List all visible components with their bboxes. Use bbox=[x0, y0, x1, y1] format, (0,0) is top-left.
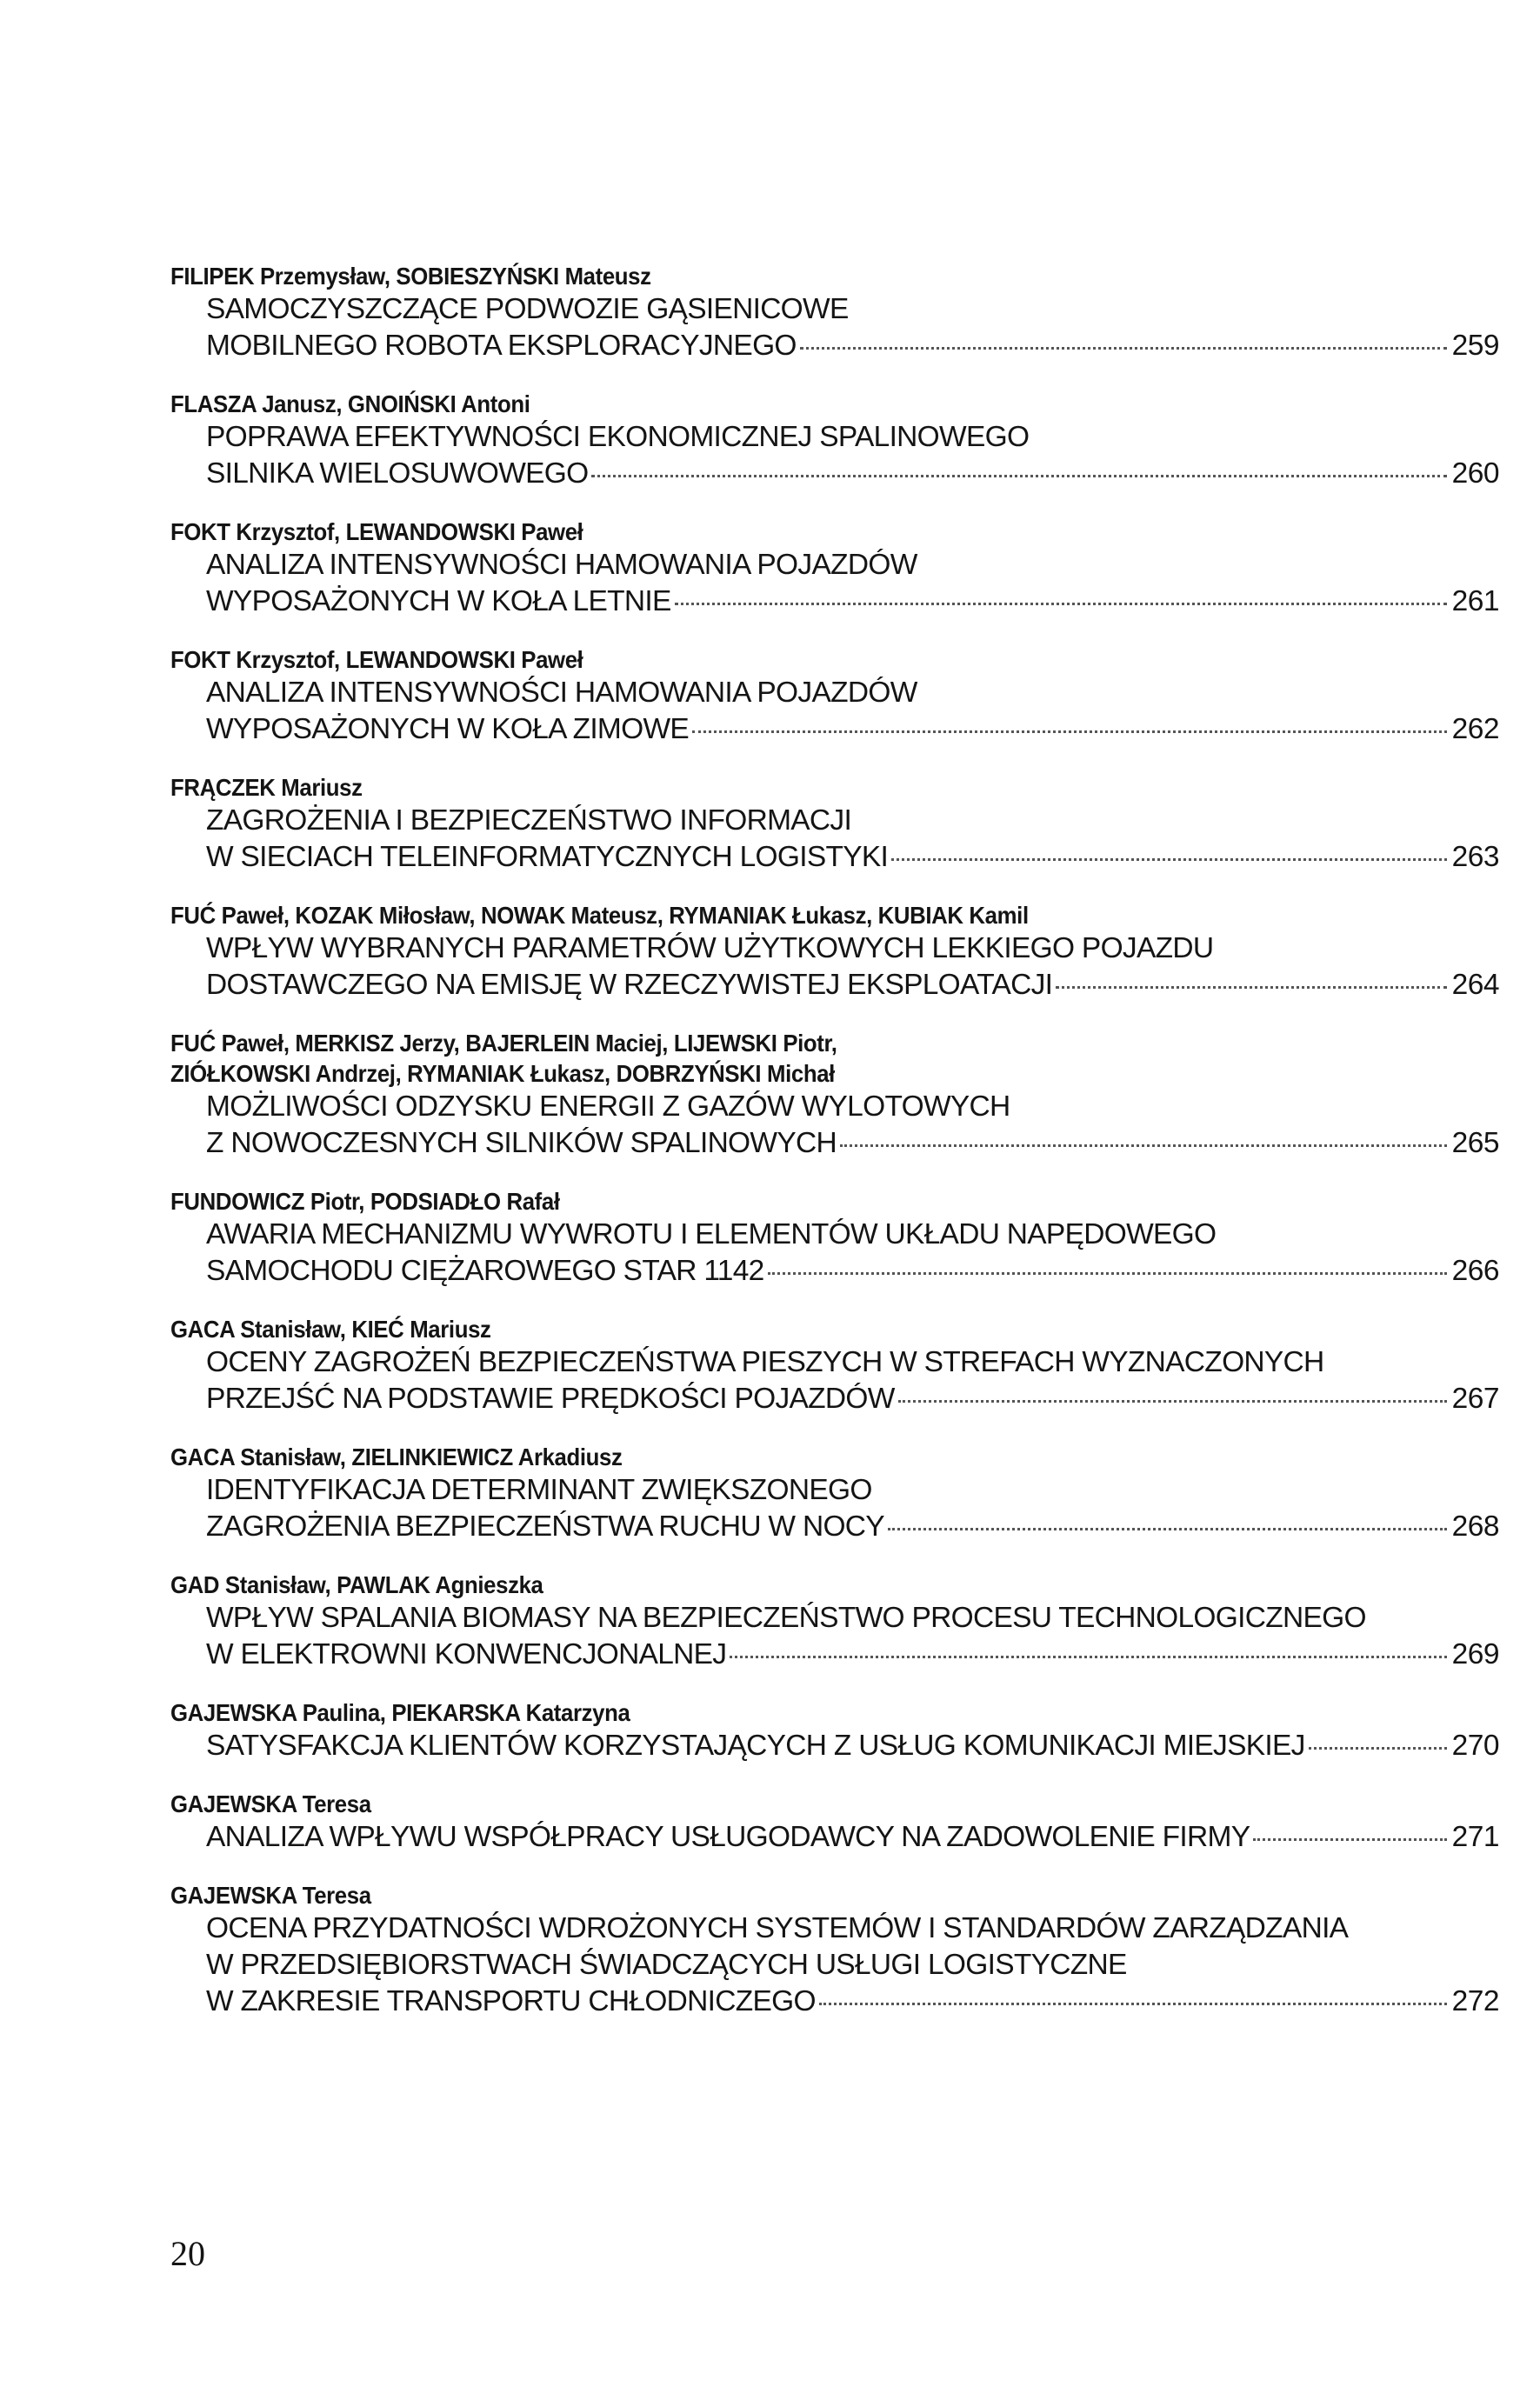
dot-leader bbox=[675, 603, 1447, 605]
entry-title-text: ANALIZA INTENSYWNOŚCI HAMOWANIA POJAZDÓW bbox=[206, 549, 917, 581]
entry-authors: GACA Stanisław, ZIELINKIEWICZ Arkadiusz bbox=[170, 1444, 623, 1470]
entry-title-text: ANALIZA INTENSYWNOŚCI HAMOWANIA POJAZDÓW bbox=[206, 677, 917, 709]
toc-entry bbox=[170, 389, 1499, 492]
entry-title-line bbox=[170, 419, 1499, 456]
dot-leader bbox=[1253, 1838, 1446, 1841]
entry-title-line bbox=[170, 328, 1499, 364]
entry-page-number: 268 bbox=[1451, 1510, 1499, 1543]
page-number: 20 bbox=[170, 2234, 205, 2273]
toc-entry bbox=[170, 644, 1499, 748]
entry-authors: FOKT Krzysztof, LEWANDOWSKI Paweł bbox=[170, 518, 583, 545]
entry-title-line bbox=[170, 291, 1499, 328]
entry-page-number: 263 bbox=[1451, 841, 1499, 873]
entry-title-text: WPŁYW WYBRANYCH PARAMETRÓW UŻYTKOWYCH LEKKIEGO POJAZDU bbox=[206, 932, 1214, 964]
toc-entry bbox=[170, 1570, 1499, 1673]
toc-entry bbox=[170, 772, 1499, 876]
entry-title-line bbox=[170, 930, 1499, 967]
entry-title-line bbox=[170, 1984, 1499, 2020]
entry-page-number: 264 bbox=[1451, 969, 1499, 1001]
entry-title-line bbox=[170, 1637, 1499, 1673]
toc-entry bbox=[170, 261, 1499, 364]
dot-leader bbox=[891, 858, 1446, 861]
entry-page-number: 260 bbox=[1451, 457, 1499, 490]
entry-title-text: ZAGROŻENIA I BEZPIECZEŃSTWO INFORMACJI bbox=[206, 804, 852, 837]
entry-page-number: 270 bbox=[1451, 1730, 1499, 1762]
dot-leader bbox=[768, 1272, 1447, 1275]
entry-title-text: WPŁYW SPALANIA BIOMASY NA BEZPIECZEŃSTWO PROCESU TECHNOLOGICZNEGO bbox=[206, 1602, 1366, 1634]
entry-title-text: WYPOSAŻONYCH W KOŁA ZIMOWE bbox=[206, 713, 690, 745]
entry-title-line bbox=[170, 1217, 1499, 1253]
toc-entry bbox=[170, 1442, 1499, 1545]
table-of-contents bbox=[170, 261, 1499, 2044]
entry-page-number: 267 bbox=[1451, 1383, 1499, 1415]
entry-authors: GAJEWSKA Teresa bbox=[170, 1882, 371, 1909]
dot-leader bbox=[819, 2003, 1447, 2005]
toc-entry bbox=[170, 1697, 1499, 1764]
entry-authors: FOKT Krzysztof, LEWANDOWSKI Paweł bbox=[170, 646, 583, 673]
entry-title-line bbox=[170, 1472, 1499, 1509]
entry-title-text: ZAGROŻENIA BEZPIECZEŃSTWA RUCHU W NOCY bbox=[206, 1510, 884, 1543]
entry-title-line bbox=[170, 1819, 1499, 1856]
entry-title-text: SILNIKA WIELOSUWOWEGO bbox=[206, 457, 589, 490]
entry-title-line bbox=[170, 803, 1499, 839]
entry-authors: FUĆ Paweł, KOZAK Miłosław, NOWAK Mateusz, RYMANIAK Łukasz, KUBIAK Kamil bbox=[170, 902, 1029, 929]
entry-title-text: IDENTYFIKACJA DETERMINANT ZWIĘKSZONEGO bbox=[206, 1474, 872, 1506]
toc-entry bbox=[170, 1880, 1499, 2020]
entry-authors: FUNDOWICZ Piotr, PODSIADŁO Rafał bbox=[170, 1188, 560, 1215]
toc-entry bbox=[170, 1789, 1499, 1856]
entry-authors: FILIPEK Przemysław, SOBIESZYŃSKI Mateusz bbox=[170, 263, 651, 290]
entry-title-text: SAMOCZYSZCZĄCE PODWOZIE GĄSIENICOWE bbox=[206, 293, 849, 325]
dot-leader bbox=[730, 1656, 1446, 1658]
entry-title-text: W PRZEDSIĘBIORSTWACH ŚWIADCZĄCYCH USŁUGI LOGISTYCZNE bbox=[206, 1949, 1127, 1981]
entry-title-text: W SIECIACH TELEINFORMATYCZNYCH LOGISTYKI bbox=[206, 841, 889, 873]
entry-authors: FRĄCZEK Mariusz bbox=[170, 774, 363, 801]
entry-title-line bbox=[170, 1089, 1499, 1125]
entry-title-text: WYPOSAŻONYCH W KOŁA LETNIE bbox=[206, 585, 671, 617]
entry-page-number: 259 bbox=[1451, 330, 1499, 362]
entry-title-text: OCENA PRZYDATNOŚCI WDROŻONYCH SYSTEMÓW I STANDARDÓW ZARZĄDZANIA bbox=[206, 1912, 1349, 1944]
entry-authors: GAJEWSKA Paulina, PIEKARSKA Katarzyna bbox=[170, 1699, 630, 1726]
entry-title-line bbox=[170, 1344, 1499, 1381]
entry-title-text: ANALIZA WPŁYWU WSPÓŁPRACY USŁUGODAWCY NA ZADOWOLENIE FIRMY bbox=[206, 1821, 1250, 1853]
dot-leader bbox=[888, 1528, 1447, 1530]
entry-title-text: OCENY ZAGROŻEŃ BEZPIECZEŃSTWA PIESZYCH W STREFACH WYZNACZONYCH bbox=[206, 1346, 1324, 1378]
entry-title-text: DOSTAWCZEGO NA EMISJĘ W RZECZYWISTEJ EKSPLOATACJI bbox=[206, 969, 1053, 1001]
entry-title-line bbox=[170, 583, 1499, 620]
dot-leader bbox=[898, 1400, 1447, 1403]
entry-title-line bbox=[170, 839, 1499, 876]
entry-title-text: W ZAKRESIE TRANSPORTU CHŁODNICZEGO bbox=[206, 1985, 816, 2017]
entry-title-line bbox=[170, 1253, 1499, 1290]
entry-authors: FUĆ Paweł, MERKISZ Jerzy, BAJERLEIN Maciej, LIJEWSKI Piotr, bbox=[170, 1030, 837, 1057]
dot-leader bbox=[591, 475, 1446, 477]
dot-leader bbox=[1309, 1747, 1447, 1750]
entry-title-line bbox=[170, 711, 1499, 748]
entry-title-line bbox=[170, 1947, 1499, 1984]
entry-title-line bbox=[170, 547, 1499, 583]
toc-entry bbox=[170, 517, 1499, 620]
entry-authors: GAD Stanisław, PAWLAK Agnieszka bbox=[170, 1571, 543, 1598]
entry-title-line bbox=[170, 1509, 1499, 1545]
entry-title-line bbox=[170, 675, 1499, 711]
entry-page-number: 261 bbox=[1451, 585, 1499, 617]
entry-page-number: 262 bbox=[1451, 713, 1499, 745]
entry-authors: GAJEWSKA Teresa bbox=[170, 1790, 371, 1817]
entry-title-text: PRZEJŚĆ NA PODSTAWIE PRĘDKOŚCI POJAZDÓW bbox=[206, 1383, 895, 1415]
entry-title-text: MOŻLIWOŚCI ODZYSKU ENERGII Z GAZÓW WYLOTOWYCH bbox=[206, 1090, 1010, 1123]
entry-authors: GACA Stanisław, KIEĆ Mariusz bbox=[170, 1316, 491, 1343]
entry-page-number: 266 bbox=[1451, 1255, 1499, 1287]
entry-title-text: SAMOCHODU CIĘŻAROWEGO STAR 1142 bbox=[206, 1255, 764, 1287]
entry-page-number: 272 bbox=[1451, 1985, 1499, 2017]
entry-page-number: 269 bbox=[1451, 1638, 1499, 1670]
dot-leader bbox=[800, 347, 1447, 350]
dot-leader bbox=[692, 730, 1447, 733]
entry-title-text: POPRAWA EFEKTYWNOŚCI EKONOMICZNEJ SPALINOWEGO bbox=[206, 421, 1030, 453]
entry-title-text: SATYSFAKCJA KLIENTÓW KORZYSTAJĄCYCH Z USŁUG KOMUNIKACJI MIEJSKIEJ bbox=[206, 1730, 1305, 1762]
dot-leader bbox=[840, 1144, 1447, 1147]
entry-title-line bbox=[170, 1728, 1499, 1764]
toc-entry bbox=[170, 1186, 1499, 1290]
entry-title-text: W ELEKTROWNI KONWENCJONALNEJ bbox=[206, 1638, 727, 1670]
entry-title-line bbox=[170, 1600, 1499, 1637]
entry-title-line bbox=[170, 967, 1499, 1003]
entry-page-number: 265 bbox=[1451, 1127, 1499, 1159]
entry-title-line bbox=[170, 1381, 1499, 1417]
entry-title-text: Z NOWOCZESNYCH SILNIKÓW SPALINOWYCH bbox=[206, 1127, 837, 1159]
entry-title-text: AWARIA MECHANIZMU WYWROTU I ELEMENTÓW UKŁADU NAPĘDOWEGO bbox=[206, 1218, 1217, 1250]
entry-authors: ZIÓŁKOWSKI Andrzej, RYMANIAK Łukasz, DOBRZYŃSKI Michał bbox=[170, 1060, 835, 1087]
entry-title-text: MOBILNEGO ROBOTA EKSPLORACYJNEGO bbox=[206, 330, 797, 362]
toc-entry bbox=[170, 1314, 1499, 1417]
dot-leader bbox=[1056, 986, 1446, 989]
entry-page-number: 271 bbox=[1451, 1821, 1499, 1853]
entry-title-line bbox=[170, 1125, 1499, 1162]
entry-title-line bbox=[170, 1910, 1499, 1947]
entry-title-line bbox=[170, 456, 1499, 492]
toc-entry bbox=[170, 900, 1499, 1003]
entry-authors: FLASZA Janusz, GNOIŃSKI Antoni bbox=[170, 390, 530, 417]
toc-entry bbox=[170, 1028, 1499, 1162]
